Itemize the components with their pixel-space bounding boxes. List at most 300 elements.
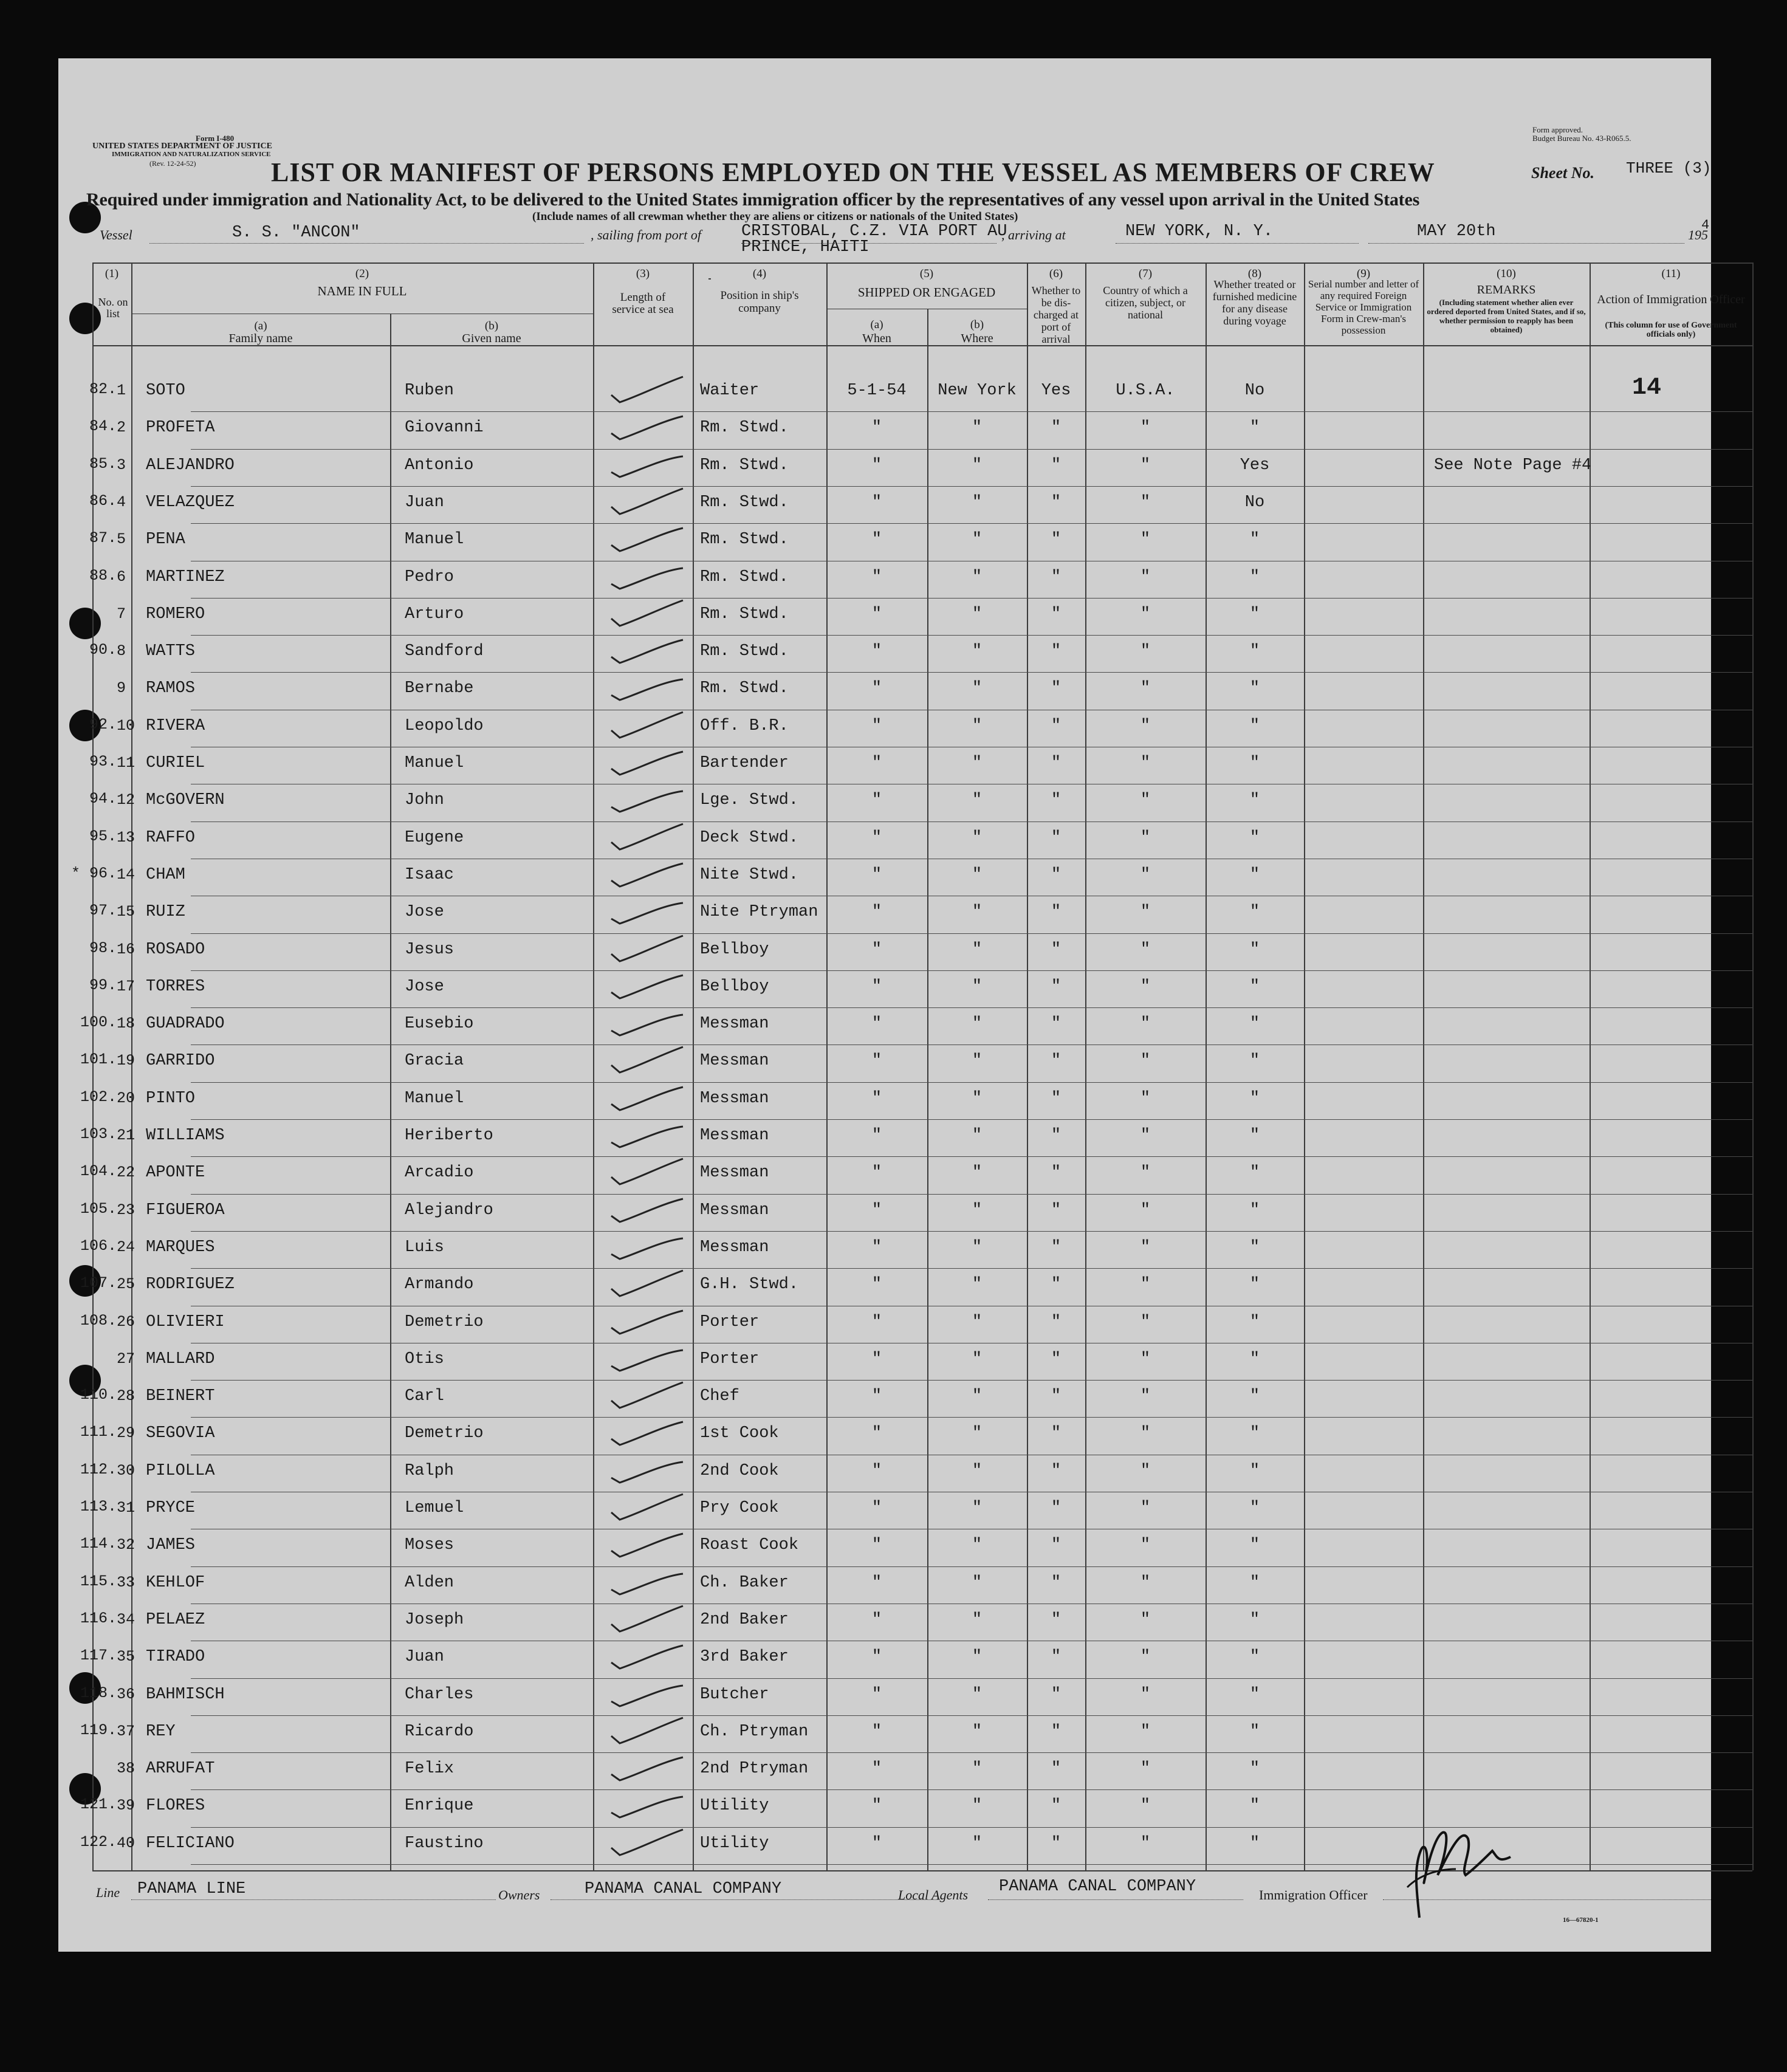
discharged-cell: " (1051, 530, 1062, 549)
col-7-number: (7) (1138, 267, 1153, 280)
list-number: 26 (117, 1312, 135, 1331)
position-cell: Lge. Stwd. (700, 791, 799, 810)
family-name-cell: TORRES (146, 977, 205, 996)
row-divider (191, 970, 1752, 971)
given-name-cell: Giovanni (405, 419, 484, 437)
service-check-mark (608, 784, 685, 814)
reference-number: 88. (89, 566, 117, 585)
family-name-cell: FELICIANO (146, 1834, 235, 1853)
col-7-header: Country of which a citizen, subject, or national (1103, 284, 1188, 321)
form-subnote: (Include names of all crewman whether they are aliens or citizens or nationals of the United States) (532, 210, 1018, 223)
country-cell: " (1140, 1536, 1151, 1555)
position-cell: Bartender (700, 754, 789, 772)
reference-number: 114. (80, 1535, 117, 1553)
position-cell: Messman (700, 1089, 769, 1108)
medicine-cell: " (1249, 1164, 1260, 1182)
agents-label: Local Agents (898, 1887, 969, 1902)
owners-underline (551, 1899, 939, 1900)
country-cell: " (1140, 1834, 1151, 1853)
row-divider (191, 486, 1752, 487)
medicine-cell: " (1249, 1350, 1260, 1368)
given-name-cell: Juan (405, 1648, 444, 1667)
col-5-number: (5) (919, 267, 934, 280)
position-cell: Messman (700, 1238, 769, 1257)
shipped-when-cell: 5-1-54 (847, 382, 907, 400)
col-5-header: SHIPPED OR ENGAGED (857, 285, 996, 300)
family-name-cell: PENA (146, 530, 185, 549)
manifest-page (58, 58, 1745, 1952)
col-4-number: (4) (752, 267, 767, 280)
service-check-mark (608, 1641, 685, 1671)
shipped-when-cell: " (871, 865, 882, 884)
family-name-cell: BAHMISCH (146, 1685, 225, 1704)
shipped-where-cell: " (972, 1499, 983, 1517)
col-6-header: Whether to be dis-charged at port of arrival (1031, 284, 1081, 345)
shipped-when-cell: " (871, 1536, 882, 1555)
shipped-where-cell: " (972, 1089, 983, 1108)
position-cell: Roast Cook (700, 1536, 799, 1555)
shipped-where-cell: " (972, 1387, 983, 1406)
agents-underline (988, 1899, 1243, 1900)
country-cell: " (1140, 1760, 1151, 1779)
col-border (1590, 262, 1591, 1870)
shipped-when-cell: " (871, 903, 882, 922)
list-number: 32 (117, 1536, 135, 1554)
shipped-where-cell: " (972, 419, 983, 437)
given-name-cell: Ruben (405, 382, 454, 400)
col-5b-number: (b) (970, 318, 984, 331)
country-cell: " (1140, 605, 1151, 623)
service-check-mark (608, 1156, 685, 1187)
list-number: 38 (117, 1760, 135, 1778)
service-check-mark (608, 933, 685, 964)
col-11-note: (This column for use of Government officials only) (1605, 321, 1737, 339)
shipped-where-cell: " (972, 1275, 983, 1294)
shipped-when-cell: " (871, 1685, 882, 1704)
col-4-header: Position in ship's company (720, 289, 799, 315)
reference-number: 98. (89, 939, 117, 957)
row-divider (191, 1007, 1752, 1008)
family-name-cell: McGOVERN (146, 791, 225, 810)
sheet-label: Sheet No. (1531, 164, 1594, 182)
reference-number: 110. (80, 1386, 117, 1404)
discharged-cell: " (1051, 791, 1062, 810)
list-number: 15 (117, 903, 135, 921)
discharged-cell: " (1051, 865, 1062, 884)
shipped-where-cell: " (972, 679, 983, 698)
line-name: PANAMA LINE (137, 1880, 246, 1898)
country-cell: " (1140, 568, 1151, 586)
list-number: 30 (117, 1461, 135, 1480)
country-cell: " (1140, 754, 1151, 772)
medicine-cell: " (1249, 1201, 1260, 1220)
shipped-when-cell: " (871, 1424, 882, 1443)
list-number: 27 (117, 1350, 135, 1368)
discharged-cell: " (1051, 642, 1062, 661)
discharged-cell: " (1051, 1461, 1062, 1480)
given-name-cell: Jose (405, 903, 444, 922)
country-cell: " (1140, 1685, 1151, 1704)
service-check-mark (608, 710, 685, 740)
discharged-cell: " (1051, 605, 1062, 623)
list-number: 6 (117, 568, 126, 586)
col-1-number: (1) (105, 267, 119, 280)
service-name: IMMIGRATION AND NATURALIZATION SERVICE (112, 151, 271, 158)
officer-signature (1395, 1814, 1517, 1924)
discharged-cell: " (1051, 1312, 1062, 1331)
list-number: 40 (117, 1834, 135, 1852)
list-number: 19 (117, 1052, 135, 1070)
discharged-cell: " (1051, 1760, 1062, 1779)
line-label: Line (96, 1885, 120, 1900)
given-name-cell: Carl (405, 1387, 444, 1406)
col-9-number: (9) (1356, 267, 1371, 280)
shipped-where-cell: " (972, 642, 983, 661)
col-border (390, 314, 391, 1870)
position-cell: 2nd Baker (700, 1610, 789, 1629)
given-name-cell: Eugene (405, 828, 464, 847)
given-name-cell: Juan (405, 493, 444, 512)
medicine-cell: " (1249, 1089, 1260, 1108)
owners-label: Owners (498, 1887, 540, 1902)
shipped-where-cell: " (972, 1573, 983, 1592)
service-check-mark (608, 1119, 685, 1150)
medicine-cell: " (1249, 605, 1260, 623)
shipped-when-cell: " (871, 940, 882, 959)
shipped-when-cell: " (871, 716, 882, 735)
medicine-cell: " (1249, 1685, 1260, 1704)
service-check-mark (608, 1380, 685, 1410)
service-check-mark (608, 1268, 685, 1298)
shipped-where-cell: " (972, 865, 983, 884)
reference-number: 103. (80, 1125, 117, 1143)
service-check-mark (608, 1715, 685, 1746)
medicine-cell: No (1244, 493, 1265, 512)
position-cell: Ch. Ptryman (700, 1722, 809, 1741)
shipped-where-cell: " (972, 456, 983, 475)
shipped-where-cell: " (972, 791, 983, 810)
list-number: 13 (117, 828, 135, 846)
reference-number: 115. (80, 1572, 117, 1590)
country-cell: " (1140, 1201, 1151, 1220)
medicine-cell: " (1249, 1461, 1260, 1480)
col-5b-header: Where (961, 332, 993, 345)
shipped-when-cell: " (871, 1127, 882, 1145)
medicine-cell: " (1249, 1573, 1260, 1592)
department-name: UNITED STATES DEPARTMENT OF JUSTICE (92, 142, 272, 151)
reference-number: 82. (89, 380, 117, 398)
col-2a-number: (a) (254, 320, 267, 332)
row-divider (191, 1566, 1752, 1567)
discharged-cell: " (1051, 493, 1062, 512)
reference-number: 111. (80, 1423, 117, 1441)
shipped-where-cell: New York (938, 382, 1017, 400)
service-check-mark (608, 1082, 685, 1113)
position-cell: Utility (700, 1834, 769, 1853)
country-cell: " (1140, 1387, 1151, 1406)
medicine-cell: " (1249, 1127, 1260, 1145)
medicine-cell: " (1249, 679, 1260, 698)
family-name-cell: VELAZQUEZ (146, 493, 235, 512)
shipped-when-cell: " (871, 754, 882, 772)
position-cell: Rm. Stwd. (700, 493, 789, 512)
row-divider (191, 523, 1752, 524)
service-check-mark (608, 822, 685, 852)
reference-number: 112. (80, 1460, 117, 1478)
discharged-cell: " (1051, 940, 1062, 959)
position-cell: Chef (700, 1387, 739, 1406)
shipped-when-cell: " (871, 977, 882, 996)
shipped-where-cell: " (972, 1461, 983, 1480)
medicine-cell: " (1249, 1387, 1260, 1406)
service-check-mark (608, 449, 685, 479)
reference-number: 92. (89, 715, 117, 733)
service-check-mark (608, 1604, 685, 1634)
list-number: 35 (117, 1648, 135, 1666)
row-divider (191, 1864, 1752, 1865)
service-check-mark (608, 598, 685, 628)
service-check-mark (608, 1566, 685, 1597)
discharged-cell: " (1051, 456, 1062, 475)
given-name-cell: Ralph (405, 1461, 454, 1480)
col-2-number: (2) (355, 267, 369, 280)
service-check-mark (608, 970, 685, 1001)
row-divider (191, 1119, 1752, 1120)
position-cell: Utility (700, 1797, 769, 1816)
shipped-when-cell: " (871, 1387, 882, 1406)
shipped-when-cell: " (871, 1797, 882, 1816)
position-cell: 3rd Baker (700, 1648, 789, 1667)
shipped-where-cell: " (972, 1312, 983, 1331)
position-cell: Rm. Stwd. (700, 419, 789, 437)
given-name-cell: Pedro (405, 568, 454, 586)
discharged-cell: " (1051, 1201, 1062, 1220)
shipped-where-cell: " (972, 1610, 983, 1629)
arrival-date: MAY 20th (1417, 222, 1496, 241)
row-divider (191, 449, 1752, 450)
position-cell: Bellboy (700, 940, 769, 959)
shipped-when-cell: " (871, 1722, 882, 1741)
given-name-cell: Felix (405, 1760, 454, 1779)
list-number: 24 (117, 1238, 135, 1256)
family-name-cell: FLORES (146, 1797, 205, 1816)
country-cell: " (1140, 1797, 1151, 1816)
service-check-mark (608, 1827, 685, 1858)
list-number: 36 (117, 1685, 135, 1703)
given-name-cell: Ricardo (405, 1722, 474, 1741)
shipped-when-cell: " (871, 1760, 882, 1779)
col-5a-header: When (862, 332, 891, 345)
country-cell: " (1140, 1238, 1151, 1257)
col-border (1752, 262, 1754, 1870)
position-cell: Waiter (700, 382, 760, 400)
list-number: 4 (117, 493, 126, 511)
discharged-cell: " (1051, 1238, 1062, 1257)
arrival-port: NEW YORK, N. Y. (1125, 222, 1274, 241)
row-divider (191, 1678, 1752, 1679)
list-number: 25 (117, 1275, 135, 1294)
page-title: LIST OR MANIFEST OF PERSONS EMPLOYED ON THE VESSEL AS MEMBERS OF CREW (271, 157, 1435, 187)
medicine-cell: " (1249, 791, 1260, 810)
given-name-cell: Manuel (405, 1089, 464, 1108)
given-name-cell: Sandford (405, 642, 484, 661)
reference-number: 99. (89, 976, 117, 994)
row-divider (191, 1194, 1752, 1195)
country-cell: " (1140, 828, 1151, 847)
row-divider (191, 1752, 1752, 1753)
col-9-header: Serial number and letter of any required Foreign Service or Immigration Form in Crew-man's possession (1308, 278, 1419, 336)
family-name-cell: MARTINEZ (146, 568, 225, 586)
shipped-where-cell: " (972, 1685, 983, 1704)
shipped-when-cell: " (871, 828, 882, 847)
position-cell: Nite Ptryman (700, 903, 818, 922)
list-number: 7 (117, 605, 126, 623)
departure-underline (741, 243, 996, 244)
medicine-cell: " (1249, 1797, 1260, 1816)
shipped-where-cell: " (972, 605, 983, 623)
country-cell: " (1140, 1461, 1151, 1480)
col-2a-header: Family name (228, 332, 293, 345)
shipped-when-cell: " (871, 1648, 882, 1667)
discharged-cell: " (1051, 1834, 1062, 1853)
list-number: 11 (117, 754, 135, 772)
family-name-cell: RIVERA (146, 716, 205, 735)
col-11-header: Action of Immigration Officer (1597, 293, 1745, 306)
list-number: 3 (117, 456, 126, 474)
col-10-number: (10) (1497, 267, 1516, 280)
service-check-mark (608, 523, 685, 554)
family-name-cell: WILLIAMS (146, 1127, 225, 1145)
reference-number: 119. (80, 1721, 117, 1739)
position-cell: Messman (700, 1164, 769, 1182)
medicine-cell: No (1244, 382, 1265, 400)
family-name-cell: RUIZ (146, 903, 185, 922)
list-number: 8 (117, 642, 126, 660)
shipped-when-cell: " (871, 1499, 882, 1517)
country-cell: " (1140, 493, 1151, 512)
position-cell: Porter (700, 1350, 760, 1368)
given-name-cell: Jesus (405, 940, 454, 959)
position-cell: Off. B.R. (700, 716, 789, 735)
service-check-mark (608, 1045, 685, 1075)
shipped-where-cell: " (972, 1760, 983, 1779)
country-cell: " (1140, 530, 1151, 549)
family-name-cell: RAFFO (146, 828, 196, 847)
given-name-cell: Antonio (405, 456, 474, 475)
discharged-cell: " (1051, 1275, 1062, 1294)
service-check-mark (608, 1231, 685, 1261)
shipped-when-cell: " (871, 1312, 882, 1331)
reference-number: 106. (80, 1237, 117, 1255)
list-number: 16 (117, 940, 135, 958)
row-divider (191, 598, 1752, 599)
row-divider (191, 1827, 1752, 1828)
row-divider (191, 1789, 1752, 1790)
shipped-when-cell: " (871, 1275, 882, 1294)
country-cell: " (1140, 1648, 1151, 1667)
punch-hole (69, 303, 101, 334)
service-check-mark (608, 1455, 685, 1485)
position-cell: Messman (700, 1052, 769, 1071)
shipped-when-cell: " (871, 419, 882, 437)
given-name-cell: Jose (405, 977, 444, 996)
form-subtitle: Required under immigration and Nationality Act, to be delivered to the United States immigration officer by the representatives of any vessel upon arrival in the United States (86, 190, 1420, 210)
position-cell: Messman (700, 1015, 769, 1034)
owners-name: PANAMA CANAL COMPANY (585, 1880, 782, 1898)
shipped-where-cell: " (972, 1127, 983, 1145)
line-underline (131, 1899, 496, 1900)
medicine-cell: " (1249, 754, 1260, 772)
family-name-cell: GUADRADO (146, 1015, 225, 1034)
given-name-cell: Manuel (405, 754, 464, 772)
country-cell: " (1140, 1275, 1151, 1294)
shipped-when-cell: " (871, 1164, 882, 1182)
shipped-when-cell: " (871, 605, 882, 623)
service-check-mark (608, 1417, 685, 1447)
service-check-mark (608, 1678, 685, 1709)
position-cell: G.H. Stwd. (700, 1275, 799, 1294)
country-cell: " (1140, 1573, 1151, 1592)
col-border (1304, 262, 1305, 1870)
immigration-officer-label: Immigration Officer (1259, 1887, 1368, 1902)
country-cell: " (1140, 977, 1151, 996)
service-check-mark (608, 374, 685, 405)
country-cell: " (1140, 1052, 1151, 1071)
shipped-when-cell: " (871, 1052, 882, 1071)
service-check-mark (608, 635, 685, 665)
reference-number: 107. (80, 1274, 117, 1292)
col-2-header: NAME IN FULL (317, 284, 407, 298)
discharged-cell: " (1051, 1722, 1062, 1741)
vessel-label: Vessel (100, 227, 132, 242)
family-name-cell: APONTE (146, 1164, 205, 1182)
vessel-name: S. S. "ANCON" (232, 224, 360, 242)
departure-port-cont: PRINCE, HAITI (741, 238, 869, 256)
medicine-cell: " (1249, 940, 1260, 959)
position-cell: Messman (700, 1127, 769, 1145)
list-number: 17 (117, 977, 135, 995)
discharged-cell: " (1051, 1127, 1062, 1145)
medicine-cell: " (1249, 1499, 1260, 1517)
reference-number: 118. (80, 1684, 117, 1702)
medicine-cell: " (1249, 716, 1260, 735)
row-divider (191, 933, 1752, 934)
header-bottom-border (92, 345, 1752, 346)
service-check-mark (608, 1529, 685, 1559)
col-2b-number: (b) (484, 320, 499, 332)
family-name-cell: ALEJANDRO (146, 456, 235, 475)
country-cell: " (1140, 716, 1151, 735)
medicine-cell: " (1249, 1238, 1260, 1257)
col-border (693, 262, 694, 1870)
given-name-cell: John (405, 791, 444, 810)
shipped-when-cell: " (871, 530, 882, 549)
departure-label: , sailing from port of (591, 227, 701, 242)
country-cell: " (1140, 791, 1151, 810)
service-check-mark (608, 1343, 685, 1373)
shipped-when-cell: " (871, 791, 882, 810)
family-name-cell: GARRIDO (146, 1052, 215, 1071)
discharged-cell: " (1051, 1685, 1062, 1704)
given-name-cell: Otis (405, 1350, 444, 1368)
medicine-cell: " (1249, 865, 1260, 884)
position-cell: 2nd Ptryman (700, 1760, 809, 1779)
sheet-number: THREE (3) (1626, 159, 1712, 177)
list-number: 9 (117, 679, 126, 698)
medicine-cell: " (1249, 1760, 1260, 1779)
discharged-cell: " (1051, 1610, 1062, 1629)
reference-number: 101. (80, 1051, 117, 1069)
